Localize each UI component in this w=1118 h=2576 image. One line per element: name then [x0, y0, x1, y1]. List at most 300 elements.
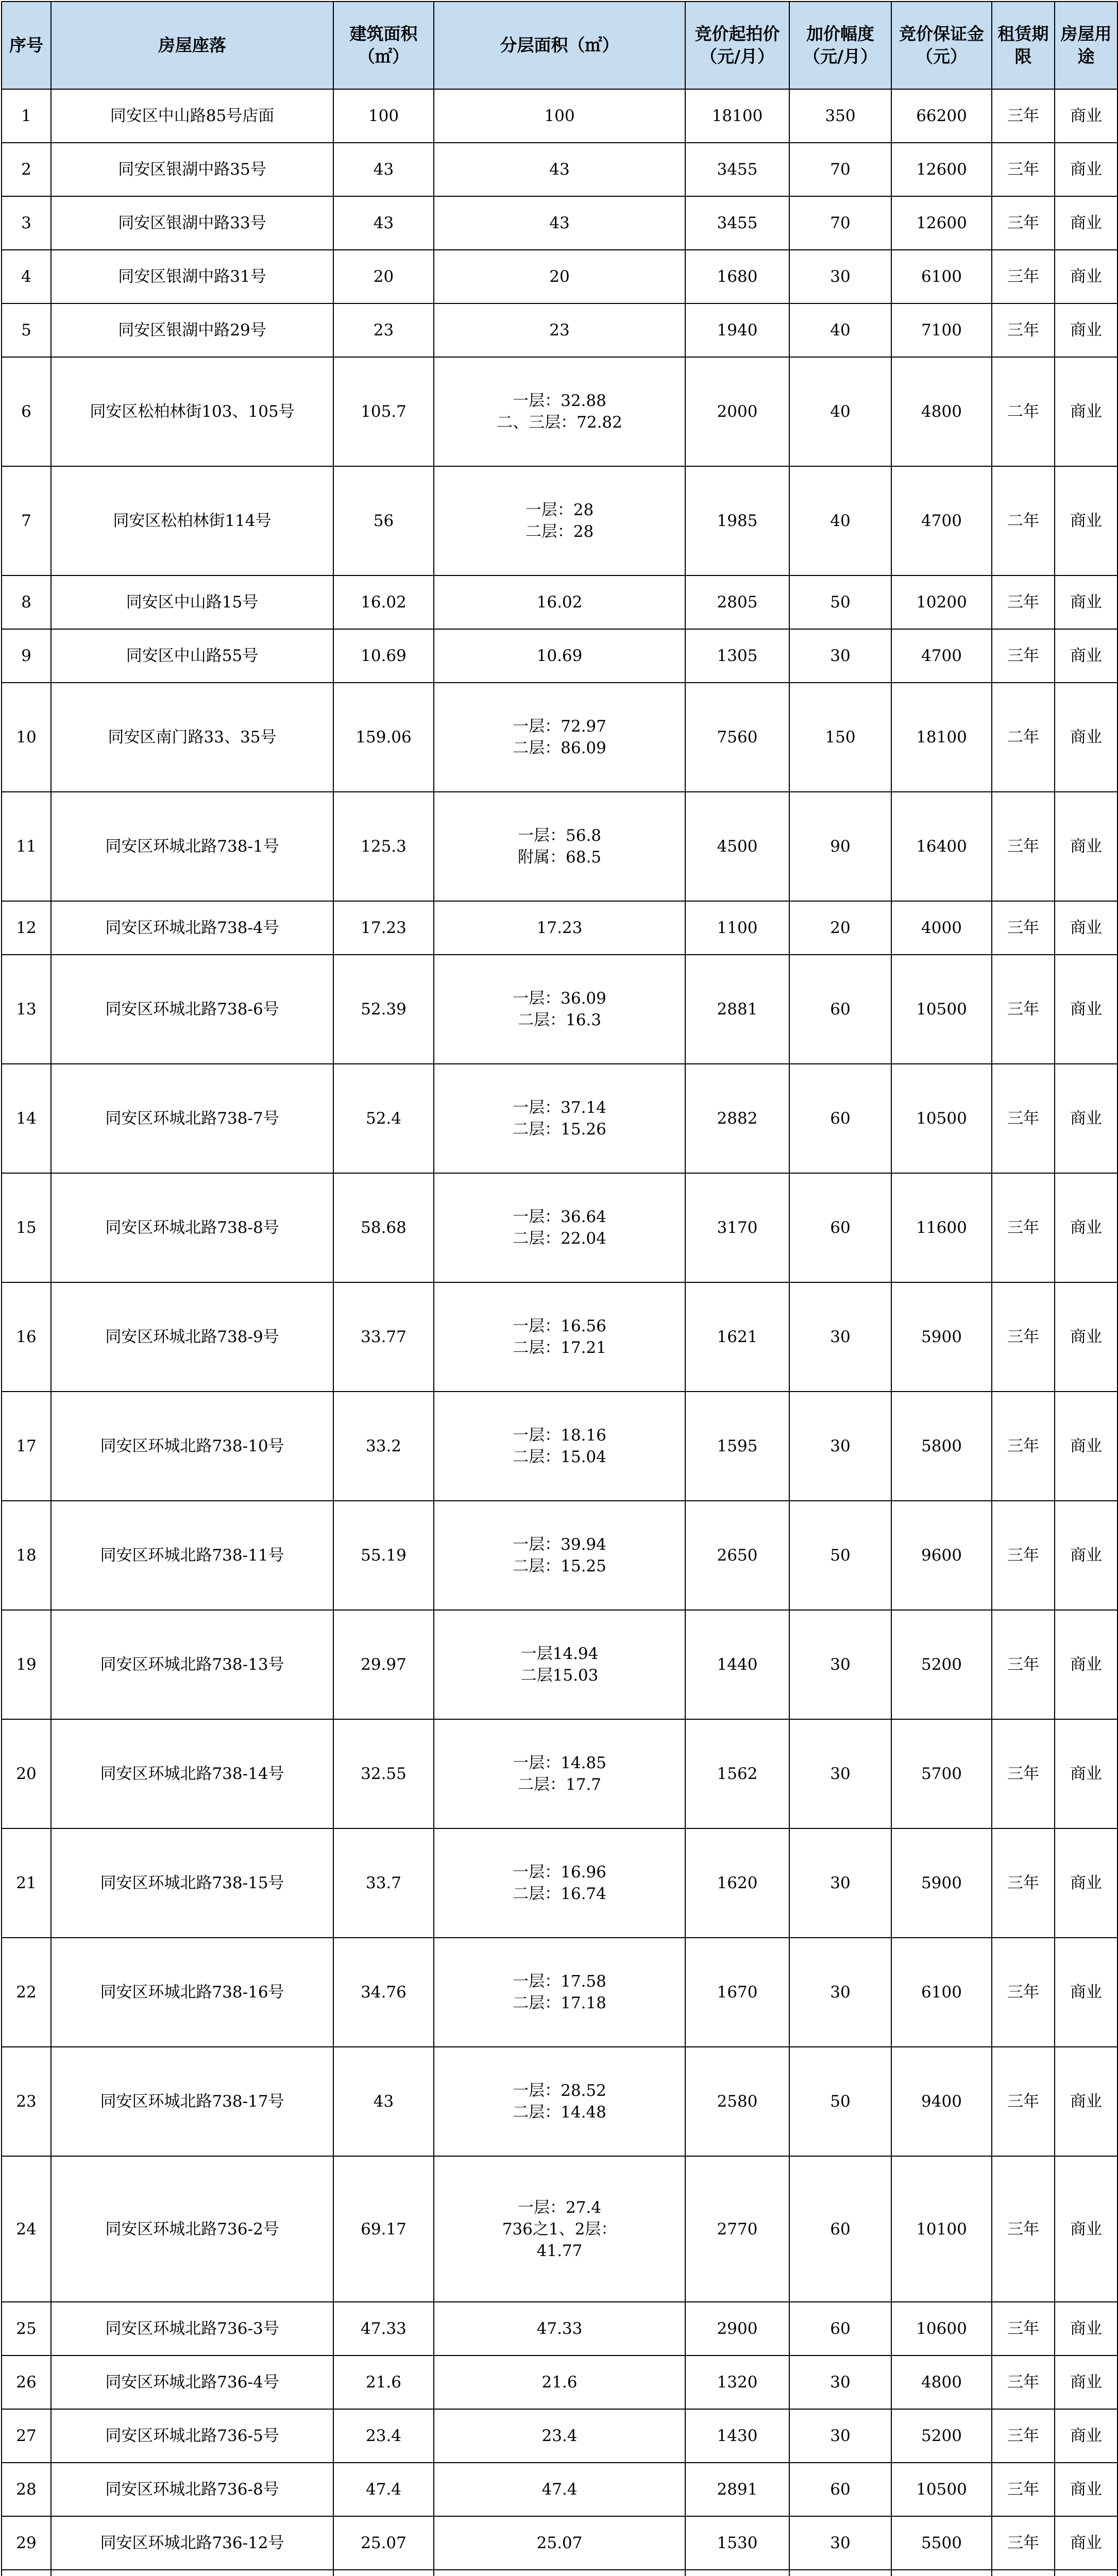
cell-location	[51, 1392, 333, 1501]
cell-increment: 60	[789, 2156, 891, 2302]
cell-building-area: 29.97	[333, 1610, 434, 1719]
cell-deposit: 10200	[891, 575, 992, 629]
cell-term: 三年	[992, 2409, 1055, 2463]
cell-floor-area-line: 25.07	[536, 2534, 583, 2552]
cell-start-price: 4500	[685, 792, 789, 901]
cell-increment: 30	[789, 629, 891, 683]
cell-location	[51, 2409, 333, 2463]
cell-floor-area-line: 一层：28.52	[513, 2081, 606, 2100]
cell-floor-area	[434, 2570, 685, 2576]
cell-building-area: 56	[333, 466, 434, 575]
cell-start-price: 1680	[685, 250, 789, 303]
cell-floor-area-line: 附属：68.5	[517, 848, 602, 867]
table-row	[2, 2156, 1117, 2302]
cell-floor-area-line: 二层：17.21	[513, 1338, 606, 1357]
cell-increment: 60	[789, 1064, 891, 1173]
cell-no: 2	[2, 143, 51, 196]
cell-start-price	[685, 2570, 789, 2576]
cell-start-price: 2770	[685, 2156, 789, 2302]
cell-building-area: 52.39	[333, 955, 434, 1064]
cell-start-price: 2881	[685, 955, 789, 1064]
table-row	[2, 575, 1117, 629]
cell-floor-area	[434, 1938, 685, 2047]
cell-floor-area-line: 一层：56.8	[517, 826, 602, 845]
cell-use: 商业	[1055, 955, 1117, 1064]
cell-floor-area	[434, 1282, 685, 1392]
cell-use: 商业	[1055, 89, 1117, 143]
cell-no	[2, 2570, 51, 2576]
cell-start-price: 2580	[685, 2047, 789, 2156]
cell-increment: 70	[789, 196, 891, 250]
cell-increment: 70	[789, 143, 891, 196]
cell-start-price: 1530	[685, 2516, 789, 2570]
cell-building-area: 25.07	[333, 2516, 434, 2570]
table-row	[2, 1173, 1117, 1282]
cell-deposit: 6100	[891, 250, 992, 303]
cell-floor-area	[434, 196, 685, 250]
header-term: 租赁期限	[992, 2, 1055, 89]
header-increment: 加价幅度（元/月）	[789, 2, 891, 89]
cell-no: 3	[2, 196, 51, 250]
cell-location-line: 同安区环城北路738-8号	[105, 1218, 279, 1237]
cell-no: 28	[2, 2463, 51, 2516]
cell-floor-area	[434, 466, 685, 575]
cell-increment: 30	[789, 1938, 891, 2047]
cell-no: 8	[2, 575, 51, 629]
cell-floor-area	[434, 357, 685, 466]
header-row	[2, 2, 1117, 89]
cell-building-area: 100	[333, 89, 434, 143]
table-row	[2, 250, 1117, 303]
cell-term: 三年	[992, 1719, 1055, 1828]
cell-increment	[789, 2570, 891, 2576]
cell-building-area: 55.19	[333, 1501, 434, 1610]
cell-increment: 30	[789, 2516, 891, 2570]
cell-location-line: 同安区环城北路736-5号	[105, 2427, 279, 2445]
cell-floor-area-line: 一层14.94	[520, 1645, 599, 1663]
cell-floor-area	[434, 955, 685, 1064]
cell-term: 三年	[992, 2047, 1055, 2156]
cell-floor-area	[434, 1610, 685, 1719]
property-rental-table	[1, 1, 1118, 2576]
cell-deposit: 16400	[891, 792, 992, 901]
cell-floor-area-line: 一层：72.97	[513, 717, 606, 736]
cell-building-area: 20	[333, 250, 434, 303]
table-row	[2, 2047, 1117, 2156]
cell-increment: 30	[789, 1719, 891, 1828]
cell-no: 15	[2, 1173, 51, 1282]
cell-increment: 30	[789, 1828, 891, 1938]
cell-location-line: 同安区环城北路738-16号	[100, 1983, 284, 2002]
cell-location	[51, 2302, 333, 2355]
cell-building-area: 125.3	[333, 792, 434, 901]
cell-location-line: 同安区环城北路738-1号	[105, 837, 279, 856]
table-row	[2, 466, 1117, 575]
cell-deposit: 10500	[891, 1064, 992, 1173]
cell-location	[51, 575, 333, 629]
cell-term: 三年	[992, 1282, 1055, 1392]
cell-use: 商业	[1055, 1719, 1117, 1828]
cell-no: 11	[2, 792, 51, 901]
cell-use: 商业	[1055, 1064, 1117, 1173]
cell-location-line: 同安区银湖中路29号	[118, 321, 266, 340]
cell-no: 26	[2, 2355, 51, 2409]
cell-deposit: 5200	[891, 2409, 992, 2463]
cell-floor-area-line: 二层：22.04	[513, 1229, 606, 1248]
table-row	[2, 1392, 1117, 1501]
cell-floor-area	[434, 2047, 685, 2156]
cell-location	[51, 466, 333, 575]
cell-building-area: 43	[333, 196, 434, 250]
cell-floor-area	[434, 1828, 685, 1938]
cell-location-line: 同安区环城北路738-7号	[105, 1109, 279, 1128]
cell-term: 三年	[992, 196, 1055, 250]
cell-use: 商业	[1055, 683, 1117, 792]
cell-floor-area-line: 17.23	[536, 919, 583, 937]
cell-building-area: 52.4	[333, 1064, 434, 1173]
cell-use: 商业	[1055, 2156, 1117, 2302]
cell-increment: 30	[789, 1392, 891, 1501]
cell-start-price: 2882	[685, 1064, 789, 1173]
cell-no: 10	[2, 683, 51, 792]
cell-start-price: 1440	[685, 1610, 789, 1719]
cell-location	[51, 955, 333, 1064]
cell-location-line: 同安区中山路55号	[126, 647, 259, 665]
cell-floor-area-line: 43	[549, 214, 570, 232]
cell-no: 25	[2, 2302, 51, 2355]
cell-floor-area-line: 二层：15.04	[513, 1448, 606, 1466]
cell-floor-area-line: 一层：27.4	[517, 2198, 602, 2217]
cell-location	[51, 357, 333, 466]
header-no: 序号	[2, 2, 51, 89]
cell-no: 13	[2, 955, 51, 1064]
cell-no: 29	[2, 2516, 51, 2570]
cell-location	[51, 1828, 333, 1938]
cell-floor-area	[434, 1173, 685, 1282]
cell-location	[51, 303, 333, 357]
cell-start-price: 7560	[685, 683, 789, 792]
cell-location-line: 同安区松柏林街114号	[113, 512, 272, 530]
cell-no: 18	[2, 1501, 51, 1610]
cell-floor-area-line: 16.02	[536, 593, 583, 612]
cell-increment: 50	[789, 575, 891, 629]
cell-start-price: 2000	[685, 357, 789, 466]
cell-start-price: 2900	[685, 2302, 789, 2355]
cell-location-line: 同安区银湖中路31号	[118, 267, 266, 286]
cell-location-line: 同安区南门路33、35号	[108, 728, 277, 747]
cell-location	[51, 1719, 333, 1828]
cell-floor-area	[434, 2355, 685, 2409]
cell-no: 23	[2, 2047, 51, 2156]
cell-increment: 30	[789, 250, 891, 303]
cell-location	[51, 1938, 333, 2047]
cell-term: 三年	[992, 250, 1055, 303]
cell-use	[1055, 2570, 1117, 2576]
cell-deposit: 11600	[891, 1173, 992, 1282]
cell-location-line: 同安区环城北路736-12号	[100, 2534, 284, 2552]
cell-no: 5	[2, 303, 51, 357]
cell-floor-area	[434, 2156, 685, 2302]
table-row	[2, 1282, 1117, 1392]
cell-term: 三年	[992, 1828, 1055, 1938]
cell-deposit: 7100	[891, 303, 992, 357]
cell-floor-area	[434, 2302, 685, 2355]
cell-floor-area-line: 二层：16.74	[513, 1885, 606, 1903]
cell-building-area: 159.06	[333, 683, 434, 792]
cell-location	[51, 89, 333, 143]
cell-use: 商业	[1055, 1392, 1117, 1501]
table-row	[2, 901, 1117, 955]
cell-start-price: 1430	[685, 2409, 789, 2463]
cell-deposit: 4800	[891, 2355, 992, 2409]
cell-deposit: 6100	[891, 1938, 992, 2047]
cell-floor-area-line: 二层15.03	[520, 1666, 599, 1685]
cell-term: 二年	[992, 466, 1055, 575]
cell-no: 4	[2, 250, 51, 303]
table-row	[2, 1610, 1117, 1719]
table-row	[2, 2355, 1117, 2409]
cell-no: 24	[2, 2156, 51, 2302]
cell-building-area: 33.77	[333, 1282, 434, 1392]
table-row	[2, 2409, 1117, 2463]
cell-floor-area-line: 一层：16.56	[513, 1317, 606, 1335]
cell-deposit: 5700	[891, 1719, 992, 1828]
table-row	[2, 1501, 1117, 1610]
cell-use: 商业	[1055, 357, 1117, 466]
cell-increment: 30	[789, 2409, 891, 2463]
cell-location	[51, 2516, 333, 2570]
cell-location-line: 同安区环城北路736-8号	[105, 2480, 279, 2499]
cell-term: 三年	[992, 303, 1055, 357]
cell-floor-area	[434, 250, 685, 303]
table-row	[2, 357, 1117, 466]
cell-term: 三年	[992, 901, 1055, 955]
cell-floor-area-line: 一层：36.64	[513, 1208, 606, 1226]
cell-increment: 30	[789, 1282, 891, 1392]
cell-start-price: 2805	[685, 575, 789, 629]
cell-location	[51, 1610, 333, 1719]
cell-deposit: 5900	[891, 1282, 992, 1392]
cell-location-line: 同安区环城北路738-17号	[100, 2092, 284, 2111]
cell-start-price: 3455	[685, 143, 789, 196]
cell-floor-area-line: 23	[549, 321, 570, 340]
cell-building-area: 58.68	[333, 1173, 434, 1282]
cell-building-area: 21.6	[333, 2355, 434, 2409]
cell-deposit: 9600	[891, 1501, 992, 1610]
cell-floor-area	[434, 2463, 685, 2516]
cell-building-area: 69.17	[333, 2156, 434, 2302]
table-row	[2, 683, 1117, 792]
cell-term: 三年	[992, 1392, 1055, 1501]
cell-increment: 60	[789, 1173, 891, 1282]
cell-no: 22	[2, 1938, 51, 2047]
cell-start-price: 1620	[685, 1828, 789, 1938]
cell-location-line: 同安区银湖中路35号	[118, 160, 266, 179]
cell-term: 三年	[992, 575, 1055, 629]
cell-use: 商业	[1055, 792, 1117, 901]
cell-location-line: 同安区环城北路736-2号	[105, 2219, 279, 2239]
cell-location	[51, 143, 333, 196]
header-use: 房屋用途	[1055, 2, 1117, 89]
cell-start-price: 2650	[685, 1501, 789, 1610]
cell-use: 商业	[1055, 1501, 1117, 1610]
cell-building-area: 34.76	[333, 1938, 434, 2047]
cell-floor-area	[434, 303, 685, 357]
header-location: 房屋座落	[51, 2, 333, 89]
table-row	[2, 629, 1117, 683]
cell-deposit: 12600	[891, 196, 992, 250]
table-header	[2, 2, 1117, 89]
cell-deposit: 5800	[891, 1392, 992, 1501]
cell-floor-area-line: 二层：86.09	[513, 739, 606, 757]
table-row	[2, 2516, 1117, 2570]
cell-floor-area-line: 二层：17.18	[513, 1994, 606, 2012]
cell-increment: 350	[789, 89, 891, 143]
cell-start-price: 1595	[685, 1392, 789, 1501]
cell-location-line: 同安区中山路15号	[126, 593, 259, 612]
cell-use: 商业	[1055, 2463, 1117, 2516]
cell-building-area: 43	[333, 143, 434, 196]
cell-location-line: 同安区环城北路738-15号	[100, 1874, 284, 1892]
cell-location	[51, 196, 333, 250]
cell-term: 三年	[992, 1501, 1055, 1610]
cell-start-price: 1940	[685, 303, 789, 357]
cell-deposit: 4800	[891, 357, 992, 466]
cell-use: 商业	[1055, 2355, 1117, 2409]
table-row	[2, 2570, 1117, 2576]
cell-no: 21	[2, 1828, 51, 1938]
cell-term: 三年	[992, 2302, 1055, 2355]
cell-increment: 40	[789, 357, 891, 466]
cell-floor-area-line: 41.77	[536, 2241, 583, 2260]
cell-location	[51, 2156, 333, 2302]
cell-building-area: 23	[333, 303, 434, 357]
cell-location	[51, 1501, 333, 1610]
cell-increment: 90	[789, 792, 891, 901]
cell-building-area: 105.7	[333, 357, 434, 466]
cell-floor-area-line: 二层：14.48	[513, 2103, 606, 2122]
cell-floor-area	[434, 1064, 685, 1173]
cell-floor-area	[434, 1719, 685, 1828]
cell-deposit: 4000	[891, 901, 992, 955]
cell-floor-area-line: 23.4	[541, 2427, 578, 2445]
table-row	[2, 196, 1117, 250]
cell-deposit: 18100	[891, 683, 992, 792]
cell-increment: 40	[789, 466, 891, 575]
cell-location	[51, 792, 333, 901]
cell-floor-area-line: 43	[549, 160, 570, 179]
cell-term: 三年	[992, 1173, 1055, 1282]
cell-floor-area-line: 二层：16.3	[517, 1011, 602, 1029]
cell-location-line: 同安区环城北路738-4号	[105, 919, 279, 937]
cell-increment: 150	[789, 683, 891, 792]
cell-floor-area	[434, 901, 685, 955]
cell-use: 商业	[1055, 1938, 1117, 2047]
cell-no: 16	[2, 1282, 51, 1392]
cell-use: 商业	[1055, 196, 1117, 250]
cell-term: 三年	[992, 2516, 1055, 2570]
cell-use: 商业	[1055, 575, 1117, 629]
cell-floor-area	[434, 629, 685, 683]
cell-start-price: 1621	[685, 1282, 789, 1392]
cell-start-price: 18100	[685, 89, 789, 143]
cell-no: 9	[2, 629, 51, 683]
cell-location-line: 同安区环城北路738-11号	[100, 1546, 284, 1565]
cell-start-price: 1100	[685, 901, 789, 955]
cell-deposit: 10500	[891, 2463, 992, 2516]
cell-floor-area-line: 一层：39.94	[513, 1535, 606, 1554]
cell-location	[51, 2570, 333, 2576]
cell-floor-area-line: 二层：28	[525, 522, 594, 541]
table-row	[2, 143, 1117, 196]
cell-deposit: 4700	[891, 629, 992, 683]
table-row	[2, 1719, 1117, 1828]
cell-floor-area-line: 一层：16.96	[513, 1863, 606, 1882]
header-deposit: 竞价保证金（元）	[891, 2, 992, 89]
cell-term: 三年	[992, 143, 1055, 196]
cell-term: 三年	[992, 792, 1055, 901]
cell-term: 三年	[992, 1064, 1055, 1173]
cell-location-line: 同安区环城北路738-10号	[100, 1437, 284, 1455]
cell-increment: 50	[789, 2047, 891, 2156]
cell-term	[992, 2570, 1055, 2576]
cell-floor-area-line: 一层：18.16	[513, 1426, 606, 1445]
header-building-area: 建筑面积（㎡）	[333, 2, 434, 89]
cell-term: 三年	[992, 2463, 1055, 2516]
cell-use: 商业	[1055, 1828, 1117, 1938]
cell-start-price: 1670	[685, 1938, 789, 2047]
cell-use: 商业	[1055, 466, 1117, 575]
cell-floor-area	[434, 89, 685, 143]
table-row	[2, 792, 1117, 901]
cell-deposit: 10500	[891, 955, 992, 1064]
table-row	[2, 955, 1117, 1064]
cell-start-price: 3170	[685, 1173, 789, 1282]
cell-deposit: 12600	[891, 143, 992, 196]
cell-use: 商业	[1055, 2409, 1117, 2463]
cell-floor-area-line: 一层：17.58	[513, 1972, 606, 1991]
cell-term: 三年	[992, 2156, 1055, 2302]
cell-start-price: 2891	[685, 2463, 789, 2516]
header-floor-area: 分层面积（㎡）	[434, 2, 685, 89]
cell-start-price: 1320	[685, 2355, 789, 2409]
cell-deposit: 10100	[891, 2156, 992, 2302]
table-row	[2, 1938, 1117, 2047]
cell-no: 1	[2, 89, 51, 143]
cell-floor-area-line: 二、三层：72.82	[497, 413, 622, 432]
cell-use: 商业	[1055, 1173, 1117, 1282]
cell-location-line: 同安区环城北路738-14号	[100, 1765, 284, 1783]
cell-building-area: 23.4	[333, 2409, 434, 2463]
cell-term: 二年	[992, 683, 1055, 792]
cell-floor-area-line: 一层：28	[525, 501, 594, 519]
cell-no: 19	[2, 1610, 51, 1719]
cell-deposit: 10600	[891, 2302, 992, 2355]
table-row	[2, 303, 1117, 357]
cell-no: 14	[2, 1064, 51, 1173]
table-row	[2, 89, 1117, 143]
cell-location	[51, 629, 333, 683]
cell-term: 三年	[992, 1610, 1055, 1719]
cell-increment: 20	[789, 901, 891, 955]
cell-floor-area	[434, 2409, 685, 2463]
cell-location-line: 同安区环城北路738-6号	[105, 1000, 279, 1019]
cell-start-price: 3455	[685, 196, 789, 250]
cell-start-price: 1305	[685, 629, 789, 683]
cell-floor-area-line: 二层：15.26	[513, 1120, 606, 1139]
cell-floor-area	[434, 1501, 685, 1610]
cell-location	[51, 901, 333, 955]
